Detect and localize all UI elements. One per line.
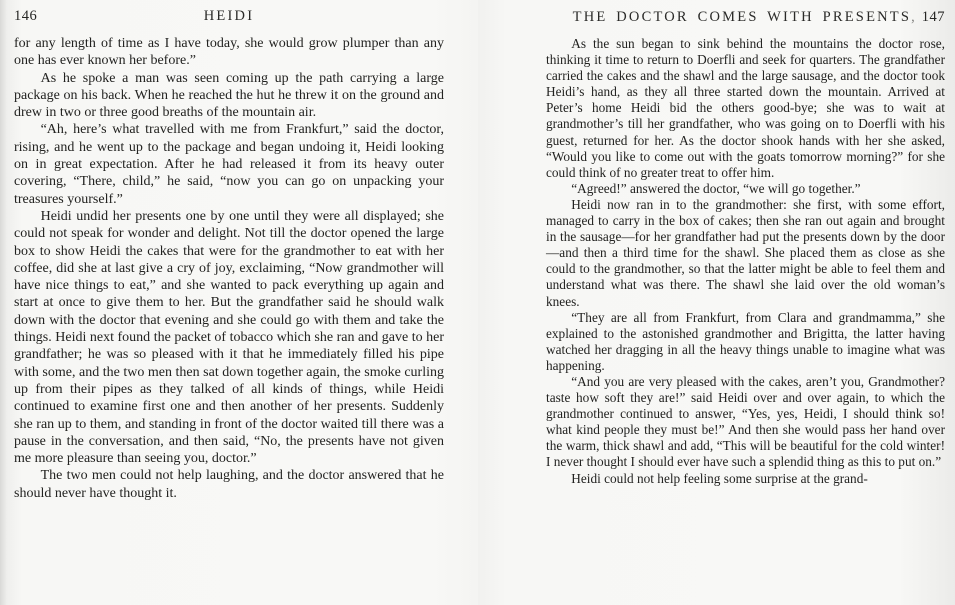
paragraph: As the sun began to sink behind the mountains the doctor rose, thinking it time to return to Doerfli and seek for quarters. The grandfather carried the cakes and the shawl and the large sausage, and the doctor took Heidi’s hand, as they all three started down the mountain. Arrived at Peter’s home Heidi bid the others good-bye; she was to wait at grandmother’s till her grandfather, who was going on to Doerfli with his guest, returned for her. As the doctor shook hands with her she asked, “Would you like to come out with the goats tomorrow morning?” for she could think of no greater treat to offer him. xyxy=(546,36,945,180)
running-head-right: THE DOCTOR COMES WITH PRESENTS xyxy=(572,9,912,25)
page-left-body xyxy=(14,35,444,502)
page-right-header xyxy=(546,9,945,27)
page-right xyxy=(478,0,955,605)
paragraph: Heidi could not help feeling some surprise at the grand- xyxy=(571,470,868,486)
page-right-body xyxy=(546,36,945,487)
paragraph: “They are all from Frankfurt, from Clara and grandmamma,” she explained to the astonished grandmother and Brigitta, the latter having watched her dragging in all the heavy things unable to imagine what was happening. xyxy=(546,309,945,373)
page-number-right-wrap xyxy=(911,9,945,26)
page-number-left: 146 xyxy=(14,8,38,24)
paragraph: “Ah, here’s what travelled with me from Frankfurt,” said the doctor, rising, and he went up to the package and began undoing it, Heidi looking on in great expectation. After he had released it from its heavy outer covering, “There, child,” he said, “now you can go on unpacking your treasures yourself.” xyxy=(14,122,444,207)
paragraph: As he spoke a man was seen coming up the path carrying a large package on his back. When he reached the hut he threw it on the ground and drew in two or three good breaths of the mountain air. xyxy=(14,70,444,121)
paragraph: “And you are very pleased with the cakes, aren’t you, Grandmother? taste how soft they are!” said Heidi over and over again, to which the grandmother continued to answer, “Yes, yes, Heidi, I should think so! what kind people they must be!” And then she would pass her hand over the warm, thick shawl and add, “This will be beautiful for the cold winter! I never thought I should ever have such a splendid thing as this to put on.” xyxy=(546,373,945,470)
page-number-right: 147 xyxy=(921,9,945,25)
running-head-left: HEIDI xyxy=(203,8,255,24)
paragraph: for any length of time as I have today, she would grow plumper than any one has ever known her before.” xyxy=(14,36,444,69)
paragraph: The two men could not help laughing, and the doctor answered that he should never have thought it. xyxy=(14,468,444,501)
paragraph: Heidi now ran in to the grandmother: she first, with some effort, managed to carry in the box of cakes; then she ran out again and brought in the sausage—for her grandfather had put the presents down by the door—and then a third time for the shawl. She placed them as close as she could to the grandmother, so that the latter might be able to feel them and understand what was there. The shawl she laid over the old woman’s knees. xyxy=(546,196,945,309)
scan-artifact-mark: , xyxy=(911,9,915,25)
paragraph: Heidi undid her presents one by one until they were all displayed; she could not speak for wonder and delight. Not till the doctor opened the large box to show Heidi the cakes that were for the grandmother to eat with her coffee, did she at last give a cry of joy, exclaiming, “Now grandmother will have nice things to eat,” and she wanted to pack everything up again and start at once to give them to her. But the grandfather said he should walk down with the doctor that evening and she could go with them and take the things. Heidi next found the packet of tobacco which she ran and gave to her grandfather; he was so pleased with it that he immediately filled his pipe with some, and the two men then sat down together again, the smoke curling up from their pipes as they talked of all kinds of things, while Heidi continued to examine first one and then another of her presents. Suddenly she ran up to them, and standing in front of the doctor waited till there was a pause in the conversation, and then said, “No, the presents have not given me more pleasure than seeing you, doctor.” xyxy=(14,208,444,467)
page-left-header xyxy=(14,8,444,26)
paragraph: “Agreed!” answered the doctor, “we will go together.” xyxy=(571,180,861,196)
